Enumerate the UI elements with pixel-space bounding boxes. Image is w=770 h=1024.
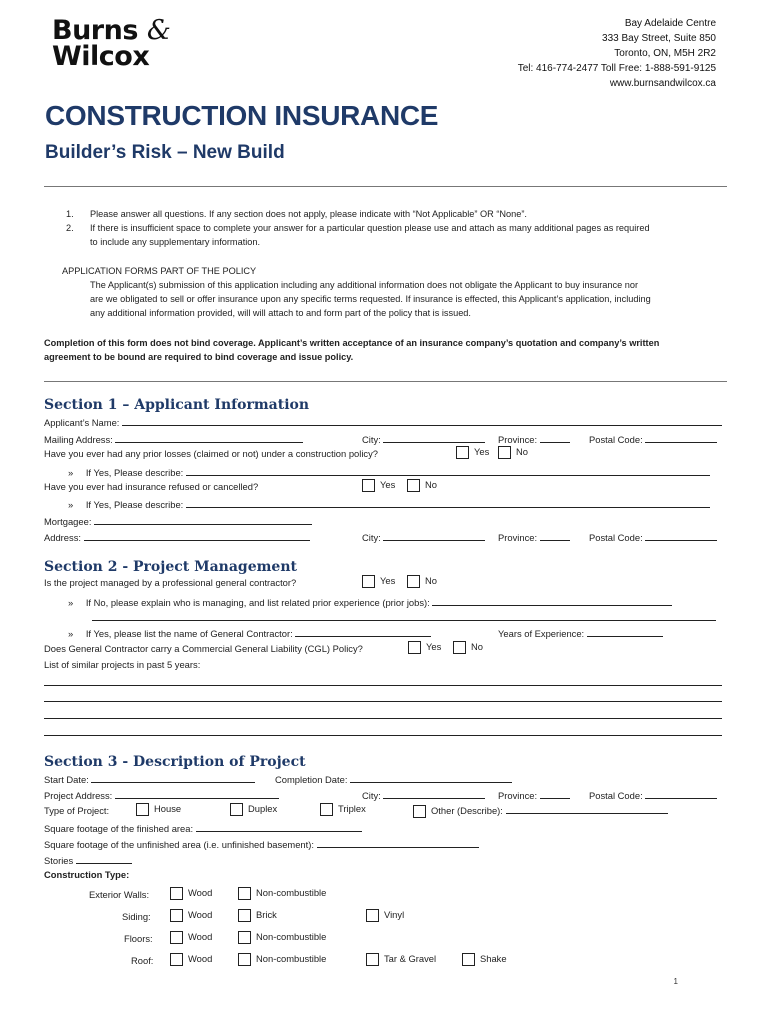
brick-label: Brick xyxy=(256,909,277,920)
mortgagee-province-row xyxy=(498,530,570,543)
completion-date-row xyxy=(275,772,512,785)
checkbox-icon[interactable] xyxy=(456,446,469,459)
city-label: City: xyxy=(362,790,381,801)
type-house[interactable] xyxy=(136,803,181,816)
checkbox-icon[interactable] xyxy=(408,641,421,654)
mortgagee-city-row xyxy=(362,530,485,543)
exterior-noncombustible[interactable] xyxy=(238,887,326,900)
arrow-icon: » xyxy=(68,467,74,478)
instruction-text: If there is insufficient space to complete your answer for a particular question please use and attach as many additional pages as required xyxy=(90,223,650,233)
city-label: City: xyxy=(362,434,381,445)
refused-yes[interactable] xyxy=(362,479,395,492)
prior-losses-question: Have you ever had any prior losses (claimed or not) under a construction policy? xyxy=(44,448,379,459)
similar-projects-line[interactable] xyxy=(44,701,722,702)
applicant-name-label: Applicant’s Name: xyxy=(44,417,120,428)
cgl-no[interactable] xyxy=(453,641,483,654)
siding-wood[interactable] xyxy=(170,909,212,922)
roof-wood[interactable] xyxy=(170,953,212,966)
postal-code-label: Postal Code: xyxy=(589,790,643,801)
project-city-field[interactable] xyxy=(383,788,485,799)
postal-row xyxy=(589,432,717,445)
checkbox-icon[interactable] xyxy=(362,479,375,492)
type-other[interactable] xyxy=(413,803,668,818)
type-of-project-label: Type of Project: xyxy=(44,805,110,816)
checkbox-icon[interactable] xyxy=(136,803,149,816)
checkbox-icon[interactable] xyxy=(407,575,420,588)
completion-date-label: Completion Date: xyxy=(275,774,348,785)
wood-label: Wood xyxy=(188,931,213,942)
cgl-question: Does General Contractor carry a Commercial General Liability (CGL) Policy? xyxy=(44,643,363,654)
stories-row xyxy=(44,853,132,866)
checkbox-icon[interactable] xyxy=(170,931,183,944)
if-no-field-line[interactable] xyxy=(92,620,716,621)
logo-word-burns: Burns xyxy=(52,15,138,46)
yes-label: Yes xyxy=(426,641,442,652)
checkbox-icon[interactable] xyxy=(498,446,511,459)
start-date-label: Start Date: xyxy=(44,774,89,785)
stories-label: Stories xyxy=(44,855,74,866)
mailing-address-label-row xyxy=(44,432,303,445)
province-label: Province: xyxy=(498,532,538,543)
years-field[interactable] xyxy=(587,626,663,637)
address-label: Address: xyxy=(44,532,81,543)
start-date-field[interactable] xyxy=(91,772,255,783)
instruction-text: to include any supplementary information. xyxy=(90,237,261,247)
floors-wood[interactable] xyxy=(170,931,212,944)
no-label: No xyxy=(471,641,483,652)
managed-yes[interactable] xyxy=(362,575,395,588)
noncombustible-label: Non-combustible xyxy=(256,953,327,964)
years-row xyxy=(498,626,663,639)
project-province-row xyxy=(498,788,570,801)
siding-brick[interactable] xyxy=(238,909,277,922)
similar-projects-line[interactable] xyxy=(44,685,722,686)
cgl-yes[interactable] xyxy=(408,641,441,654)
noncombustible-label: Non-combustible xyxy=(256,887,327,898)
policy-line: The Applicant(s) submission of this application including any additional information does not obligate the Applicant to buy insurance nor xyxy=(90,280,639,290)
section-3-title: Section 3 - Description of Project xyxy=(44,754,306,770)
checkbox-icon[interactable] xyxy=(366,953,379,966)
arrow-icon: » xyxy=(68,597,74,608)
refused-no[interactable] xyxy=(407,479,437,492)
managed-question: Is the project managed by a professional general contractor? xyxy=(44,577,297,588)
page-title: CONSTRUCTION INSURANCE xyxy=(45,100,439,131)
mortgagee-label: Mortgagee: xyxy=(44,516,92,527)
vinyl-label: Vinyl xyxy=(384,909,405,920)
project-city-row xyxy=(362,788,485,801)
roof-shake[interactable] xyxy=(462,953,507,966)
company-address xyxy=(518,16,716,91)
city-label: City: xyxy=(362,532,381,543)
project-address-label: Project Address: xyxy=(44,790,113,801)
if-no-row xyxy=(68,595,672,608)
checkbox-icon[interactable] xyxy=(407,479,420,492)
sq-unfinished-label: Square footage of the unfinished area (i.e. unfinished basement): xyxy=(44,839,314,850)
postal-code-field[interactable] xyxy=(645,432,717,443)
shake-label: Shake xyxy=(480,953,507,964)
floors-noncombustible[interactable] xyxy=(238,931,326,944)
checkbox-icon[interactable] xyxy=(170,953,183,966)
mortgagee-city-field[interactable] xyxy=(383,530,485,541)
project-address-row xyxy=(44,788,279,801)
refused-describe-row xyxy=(68,497,710,510)
binding-notice xyxy=(44,336,659,364)
province-field[interactable] xyxy=(540,432,570,443)
sq-finished-field[interactable] xyxy=(196,821,362,832)
phone-line: Tel: 416-774-2477 Toll Free: 1-888-591-9125 xyxy=(517,63,716,74)
checkbox-icon[interactable] xyxy=(453,641,466,654)
yes-label: Yes xyxy=(380,575,396,586)
checkbox-icon[interactable] xyxy=(170,887,183,900)
prior-losses-no[interactable] xyxy=(498,446,528,459)
policy-heading: APPLICATION FORMS PART OF THE POLICY xyxy=(62,266,257,276)
instruction-list xyxy=(66,207,650,249)
checkbox-icon[interactable] xyxy=(238,887,251,900)
project-address-field[interactable] xyxy=(115,788,279,799)
instruction-number: 2. xyxy=(66,223,74,233)
stories-field[interactable] xyxy=(76,853,132,864)
instruction-number: 1. xyxy=(66,209,74,219)
checkbox-icon[interactable] xyxy=(413,805,426,818)
other-label: Other (Describe): xyxy=(431,805,503,816)
province-label: Province: xyxy=(498,790,538,801)
arrow-icon: » xyxy=(68,499,74,510)
city-field[interactable] xyxy=(383,432,485,443)
divider xyxy=(44,186,727,187)
instruction-text: Please answer all questions. If any section does not apply, please indicate with “Not Applicable” OR “None”. xyxy=(90,209,527,219)
if-no-field[interactable] xyxy=(432,595,672,606)
type-triplex[interactable] xyxy=(320,803,366,816)
no-label: No xyxy=(516,446,528,457)
if-yes-label: If Yes, please list the name of General Contractor: xyxy=(85,628,293,639)
refused-question: Have you ever had insurance refused or cancelled? xyxy=(44,481,259,492)
mailing-address-field[interactable] xyxy=(115,432,303,443)
applicant-name-field[interactable] xyxy=(122,415,722,426)
no-label: No xyxy=(425,479,437,490)
checkbox-icon[interactable] xyxy=(238,909,251,922)
describe-label: If Yes, Please describe: xyxy=(85,467,184,478)
losses-describe-field[interactable] xyxy=(186,465,710,476)
yes-label: Yes xyxy=(380,479,396,490)
prior-losses-yes[interactable] xyxy=(456,446,489,459)
sq-finished-label: Square footage of the finished area: xyxy=(44,823,194,834)
page-number: 1 xyxy=(673,977,678,986)
start-date-row xyxy=(44,772,255,785)
noncombustible-label: Non-combustible xyxy=(256,931,327,942)
address-line: 333 Bay Street, Suite 850 xyxy=(602,33,716,44)
page-subtitle: Builder’s Risk – New Build xyxy=(45,142,285,163)
wood-label: Wood xyxy=(188,953,213,964)
province-label: Province: xyxy=(498,434,538,445)
mortgagee-postal-row xyxy=(589,530,717,543)
sq-unfinished-field[interactable] xyxy=(317,837,479,848)
refused-describe-field[interactable] xyxy=(186,497,710,508)
floors-label: Floors: xyxy=(124,933,153,944)
notice-line: agreement to be bound are required to bind coverage and issue policy. xyxy=(44,352,354,362)
mailing-address-label: Mailing Address: xyxy=(44,434,113,445)
sq-finished-row xyxy=(44,821,362,834)
exterior-wood[interactable] xyxy=(170,887,212,900)
project-province-field[interactable] xyxy=(540,788,570,799)
policy-line: any additional information provided, will will attach to and form part of the policy that is issued. xyxy=(90,308,471,318)
checkbox-icon[interactable] xyxy=(366,909,379,922)
company-logo xyxy=(52,15,171,72)
section-2-title: Section 2 - Project Management xyxy=(44,559,297,575)
city-row xyxy=(362,432,485,445)
mortgagee-field[interactable] xyxy=(94,514,312,525)
section-1-title: Section 1 – Applicant Information xyxy=(44,397,310,413)
roof-label: Roof: xyxy=(131,955,154,966)
province-row xyxy=(498,432,570,445)
postal-code-label: Postal Code: xyxy=(589,532,643,543)
other-describe-field[interactable] xyxy=(506,803,668,814)
checkbox-icon[interactable] xyxy=(238,931,251,944)
policy-text xyxy=(90,278,651,320)
tar-gravel-label: Tar & Gravel xyxy=(384,953,437,964)
if-yes-row xyxy=(68,626,431,639)
checkbox-icon[interactable] xyxy=(362,575,375,588)
house-label: House xyxy=(154,803,182,814)
roof-noncombustible[interactable] xyxy=(238,953,326,966)
mortgagee-address-row xyxy=(44,530,310,543)
checkbox-icon[interactable] xyxy=(320,803,333,816)
arrow-icon: » xyxy=(68,628,74,639)
mortgagee-province-field[interactable] xyxy=(540,530,570,541)
website-link[interactable]: www.burnsandwilcox.ca xyxy=(609,78,716,89)
losses-describe-row xyxy=(68,465,710,478)
type-duplex[interactable] xyxy=(230,803,277,816)
checkbox-icon[interactable] xyxy=(170,909,183,922)
roof-tar-gravel[interactable] xyxy=(366,953,436,966)
construction-type-label: Construction Type: xyxy=(44,869,130,880)
similar-projects-line[interactable] xyxy=(44,718,722,719)
wood-label: Wood xyxy=(188,887,213,898)
checkbox-icon[interactable] xyxy=(462,953,475,966)
logo-ampersand: & xyxy=(146,15,171,46)
contractor-name-field[interactable] xyxy=(295,626,431,637)
completion-date-field[interactable] xyxy=(350,772,512,783)
siding-label: Siding: xyxy=(122,911,151,922)
siding-vinyl[interactable] xyxy=(366,909,404,922)
checkbox-icon[interactable] xyxy=(230,803,243,816)
managed-no[interactable] xyxy=(407,575,437,588)
policy-line: are we obligated to sell or offer insurance upon any specific terms requested. If insurance is effected, this Applicant’s application, including xyxy=(90,294,651,304)
postal-code-label: Postal Code: xyxy=(589,434,643,445)
describe-label: If Yes, Please describe: xyxy=(85,499,184,510)
wood-label: Wood xyxy=(188,909,213,920)
exterior-walls-label: Exterior Walls: xyxy=(89,889,150,900)
mortgagee-address-field[interactable] xyxy=(84,530,310,541)
years-label: Years of Experience: xyxy=(498,628,585,639)
similar-projects-line[interactable] xyxy=(44,735,722,736)
project-postal-field[interactable] xyxy=(645,788,717,799)
triplex-label: Triplex xyxy=(338,803,366,814)
divider xyxy=(44,381,727,382)
yes-label: Yes xyxy=(474,446,490,457)
notice-line: Completion of this form does not bind coverage. Applicant’s written acceptance of an insurance company’s quotation and company’s written xyxy=(44,338,660,348)
project-postal-row xyxy=(589,788,717,801)
address-line: Toronto, ON, M5H 2R2 xyxy=(614,48,716,59)
mortgagee-row xyxy=(44,514,312,527)
if-no-label: If No, please explain who is managing, and list related prior experience (prior jobs): xyxy=(85,597,430,608)
duplex-label: Duplex xyxy=(248,803,278,814)
similar-projects-label: List of similar projects in past 5 years: xyxy=(44,659,201,670)
checkbox-icon[interactable] xyxy=(238,953,251,966)
address-line: Bay Adelaide Centre xyxy=(624,18,716,29)
mortgagee-postal-field[interactable] xyxy=(645,530,717,541)
logo-word-wilcox: Wilcox xyxy=(52,41,150,72)
sq-unfinished-row xyxy=(44,837,479,850)
no-label: No xyxy=(425,575,437,586)
applicant-name-row xyxy=(44,415,722,428)
